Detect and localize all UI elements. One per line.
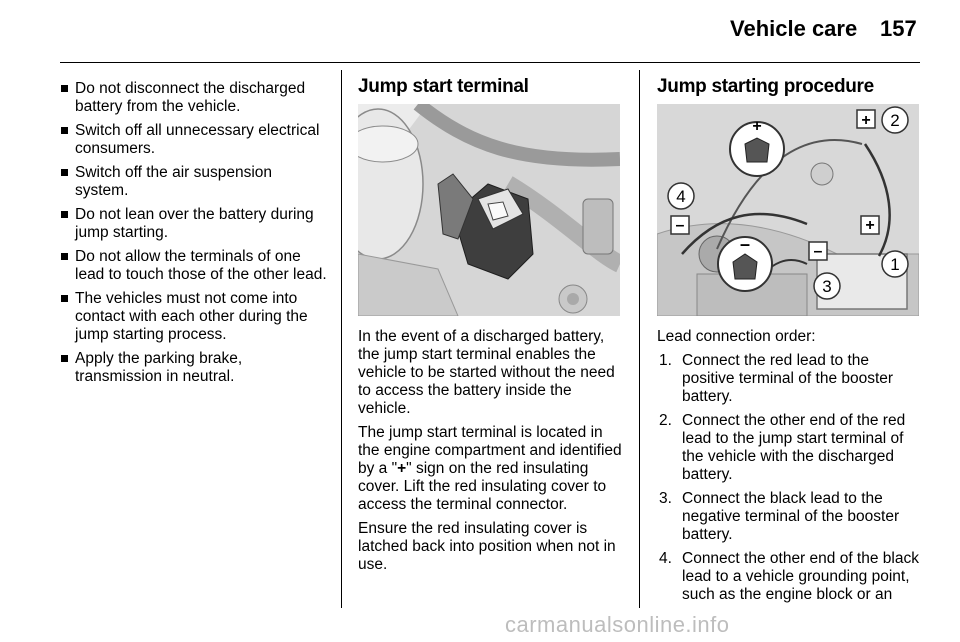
- bullet-square-icon: [61, 85, 68, 92]
- list-item: Switch off the air suspension system.: [60, 164, 328, 200]
- minus-box-icon: –: [813, 243, 823, 260]
- column-divider-1: [341, 70, 342, 608]
- list-item: 1. Connect the red lead to the positive terminal of the booster battery.: [659, 352, 894, 405]
- list-item: Apply the parking brake, transmission in neutral.: [60, 350, 328, 386]
- watermark: carmanualsonline.info: [505, 612, 730, 637]
- bullet-square-icon: [61, 295, 68, 302]
- bullet-square-icon: [61, 211, 68, 218]
- plus-sign: +: [397, 460, 407, 477]
- list-item: 2. Connect the other end of the red lead to the jump start terminal of the vehicle with the discharged battery.: [659, 412, 906, 483]
- jump-start-terminal-illustration: [358, 104, 620, 316]
- list-item: The vehicles must not come into contact with each other during the jump starting process.: [60, 290, 328, 344]
- list-item: 4. Connect the other end of the black lead to a vehicle grounding point, such as the engine block or an: [659, 550, 919, 603]
- column-2: [358, 78, 626, 580]
- callout-4: 4: [676, 187, 686, 206]
- precaution-list: [60, 80, 328, 386]
- list-item: 3. Connect the black lead to the negative terminal of the booster battery.: [659, 490, 900, 543]
- column-divider-2: [639, 70, 640, 608]
- plus-box-icon: +: [861, 112, 871, 129]
- jump-starting-procedure-heading: Jump starting procedure: [657, 76, 874, 97]
- bullet-square-icon: [61, 253, 68, 260]
- list-item: Switch off all unnecessary electrical consumers.: [60, 122, 328, 158]
- column-3: [657, 78, 923, 610]
- paragraph: The jump start terminal is located in the engine compartment and identified by a "+" sign on the red insulating cover. Lift the red insulating cover to access the terminal connector.: [358, 424, 622, 513]
- plus-box-icon: +: [865, 217, 875, 234]
- section-title: Vehicle care: [730, 16, 858, 41]
- paragraph: Ensure the red insulating cover is latched back into position when not in use.: [358, 520, 616, 573]
- jump-start-terminal-heading: Jump start terminal: [358, 76, 529, 97]
- bullet-square-icon: [61, 127, 68, 134]
- jump-starting-illustration: [657, 104, 919, 316]
- paragraph: In the event of a discharged battery, the jump start terminal enables the vehicle to be started without the need to access the battery inside the vehicle.: [358, 328, 615, 417]
- figure-minus-label: –: [739, 234, 751, 254]
- column-1: [60, 80, 328, 392]
- lead-order-intro: Lead connection order:: [657, 328, 816, 345]
- callout-3: 3: [822, 277, 832, 296]
- minus-box-icon: –: [675, 217, 685, 234]
- bullet-square-icon: [61, 355, 68, 362]
- bullet-square-icon: [61, 169, 68, 176]
- figure-plus-label: +: [752, 118, 762, 135]
- header-rule: [60, 62, 920, 63]
- list-item: Do not lean over the battery during jump starting.: [60, 206, 328, 242]
- callout-2: 2: [890, 111, 900, 130]
- list-item: Do not allow the terminals of one lead to touch those of the other lead.: [60, 248, 328, 284]
- list-item: Do not disconnect the discharged battery from the vehicle.: [60, 80, 328, 116]
- callout-1: 1: [890, 255, 900, 274]
- page-number: 157: [880, 16, 917, 41]
- procedure-steps: [657, 352, 923, 604]
